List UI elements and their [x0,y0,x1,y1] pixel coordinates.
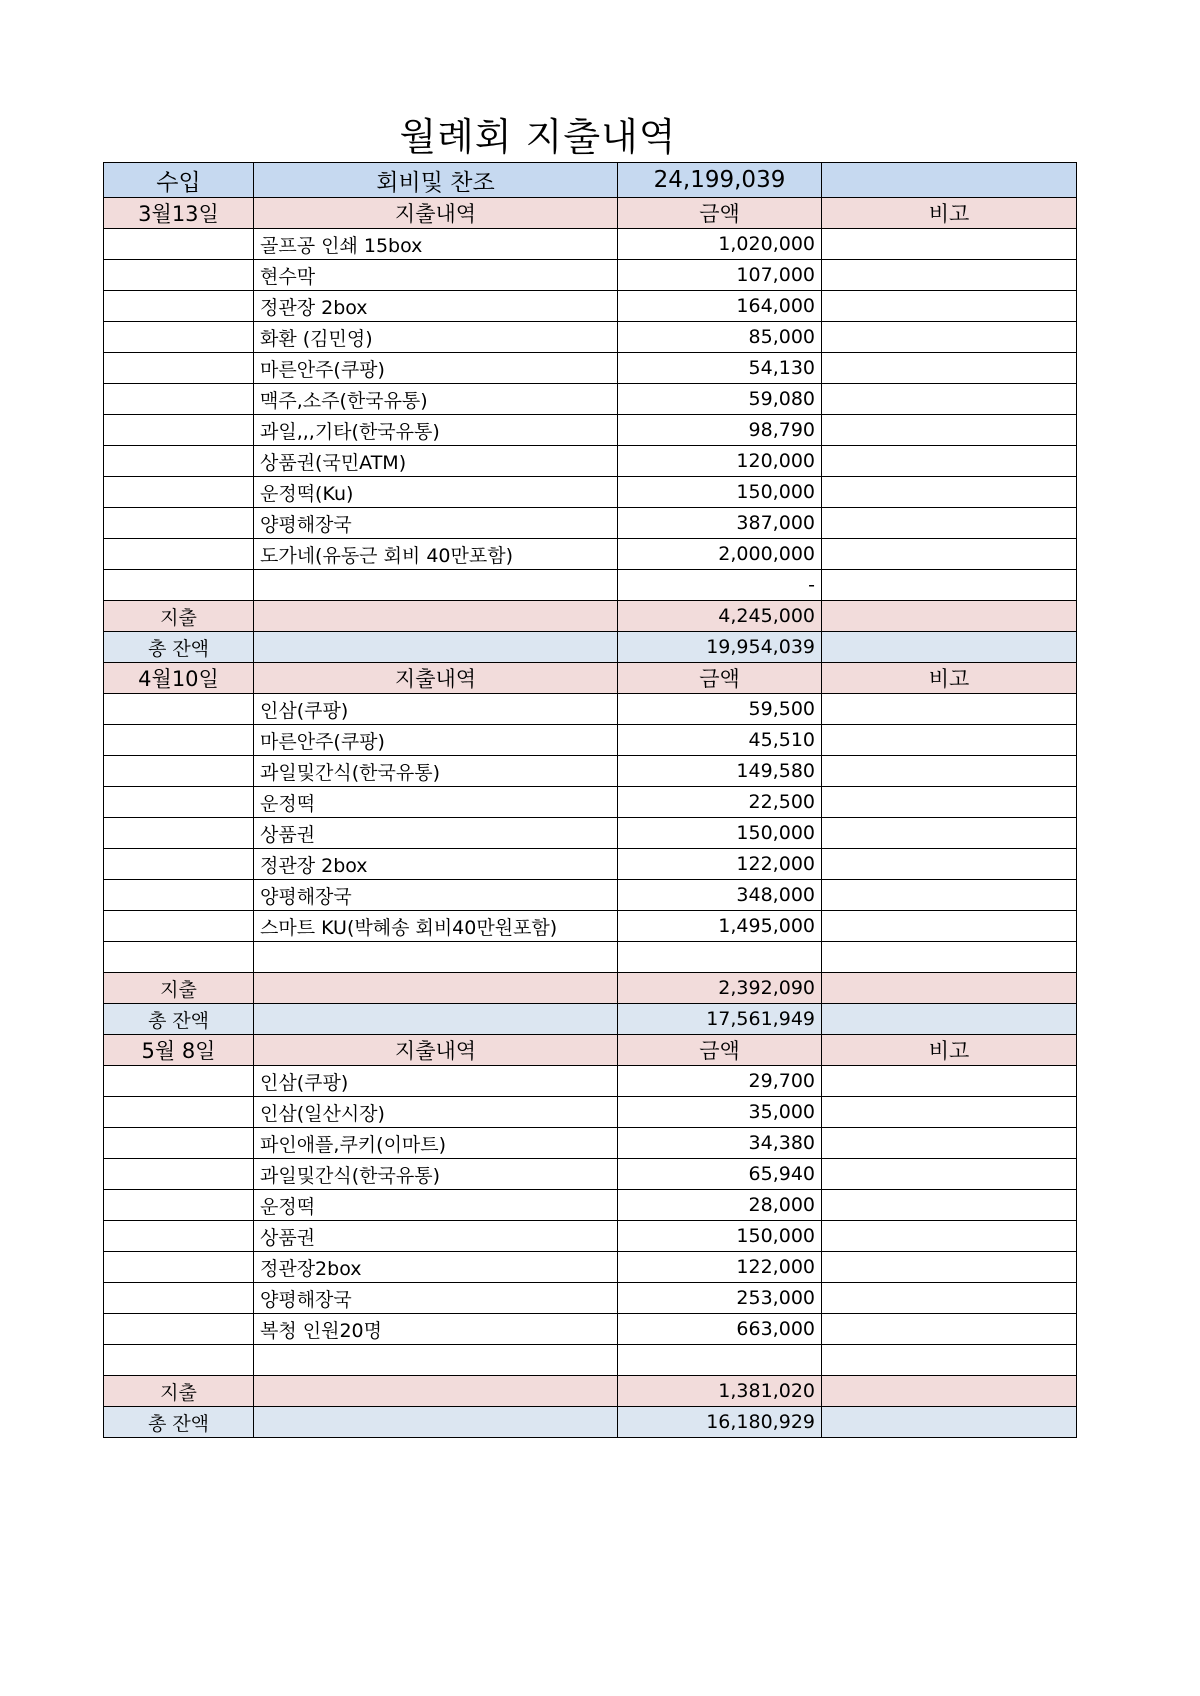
balance-row [104,1407,1077,1438]
item-amount: 122,000 [618,1252,822,1283]
item-amount: 98,790 [618,415,822,446]
document-title: 월례회 지출내역 [399,115,677,159]
expense-total-note [822,601,1077,632]
item-amount: 348,000 [618,880,822,911]
date-cell [104,1190,254,1221]
item-note [822,818,1077,849]
item-note [822,291,1077,322]
item-amount: 107,000 [618,260,822,291]
table-row [104,1097,1077,1128]
table-row [104,1128,1077,1159]
item-description: 과일,,,기타(한국유통) [254,415,618,446]
item-amount: 29,700 [618,1066,822,1097]
table-row [104,1221,1077,1252]
item-note [822,477,1077,508]
table-row [104,446,1077,477]
table-row [104,1345,1077,1376]
item-note [822,229,1077,260]
expense-total-amount: 1,381,020 [618,1376,822,1407]
item-note [822,849,1077,880]
column-header-amount: 금액 [618,663,822,694]
item-amount: 122,000 [618,849,822,880]
item-amount: 34,380 [618,1128,822,1159]
expense-total-label: 지출 [104,973,254,1004]
balance-note [822,1004,1077,1035]
table-row [104,229,1077,260]
expense-table-body [104,163,1077,1438]
item-amount: - [618,570,822,601]
section-date: 3월13일 [104,198,254,229]
date-cell [104,818,254,849]
date-cell [104,1097,254,1128]
item-note [822,1066,1077,1097]
expense-total-blank [254,973,618,1004]
item-description: 정관장2box [254,1252,618,1283]
item-note [822,787,1077,818]
balance-row [104,632,1077,663]
table-row [104,477,1077,508]
item-note [822,539,1077,570]
item-amount: 59,080 [618,384,822,415]
item-note [822,384,1077,415]
section-date: 5월 8일 [104,1035,254,1066]
item-description: 상품권(국민ATM) [254,446,618,477]
date-cell [104,291,254,322]
expense-table [103,162,1077,1438]
table-row [104,508,1077,539]
item-description: 파인애플,쿠키(이마트) [254,1128,618,1159]
item-amount: 54,130 [618,353,822,384]
balance-amount: 19,954,039 [618,632,822,663]
expense-total-blank [254,601,618,632]
balance-amount: 16,180,929 [618,1407,822,1438]
income-amount: 24,199,039 [618,163,822,198]
balance-blank [254,1004,618,1035]
item-note [822,322,1077,353]
table-row [104,787,1077,818]
item-description [254,942,618,973]
date-cell [104,725,254,756]
item-description: 정관장 2box [254,291,618,322]
item-amount: 1,020,000 [618,229,822,260]
expense-total-amount: 2,392,090 [618,973,822,1004]
income-description: 회비및 찬조 [254,163,618,198]
date-cell [104,322,254,353]
date-cell [104,880,254,911]
expense-total-label: 지출 [104,1376,254,1407]
item-description: 정관장 2box [254,849,618,880]
item-description: 마른안주(쿠팡) [254,725,618,756]
expense-total-note [822,1376,1077,1407]
date-cell [104,1345,254,1376]
date-cell [104,1314,254,1345]
date-cell [104,756,254,787]
item-note [822,1128,1077,1159]
column-header-description: 지출내역 [254,198,618,229]
item-note [822,911,1077,942]
item-note [822,942,1077,973]
table-row [104,570,1077,601]
date-cell [104,446,254,477]
date-cell [104,260,254,291]
column-header-amount: 금액 [618,198,822,229]
item-amount [618,1345,822,1376]
item-note [822,1190,1077,1221]
date-cell [104,787,254,818]
item-description: 인삼(쿠팡) [254,694,618,725]
expense-total-row [104,1376,1077,1407]
item-amount: 663,000 [618,1314,822,1345]
income-label: 수입 [104,163,254,198]
table-row [104,725,1077,756]
expense-total-row [104,973,1077,1004]
expense-total-amount: 4,245,000 [618,601,822,632]
table-row [104,415,1077,446]
item-amount: 35,000 [618,1097,822,1128]
item-note [822,508,1077,539]
item-amount: 150,000 [618,818,822,849]
item-amount: 120,000 [618,446,822,477]
date-cell [104,849,254,880]
item-description: 양평해장국 [254,1283,618,1314]
item-description: 과일및간식(한국유통) [254,1159,618,1190]
item-amount: 164,000 [618,291,822,322]
balance-amount: 17,561,949 [618,1004,822,1035]
item-note [822,1252,1077,1283]
item-description: 골프공 인쇄 15box [254,229,618,260]
section-header-row [104,1035,1077,1066]
item-amount: 85,000 [618,322,822,353]
table-row [104,291,1077,322]
table-row [104,942,1077,973]
balance-blank [254,1407,618,1438]
table-row [104,384,1077,415]
table-row [104,1159,1077,1190]
item-description: 운정떡 [254,1190,618,1221]
column-header-note: 비고 [822,1035,1077,1066]
date-cell [104,384,254,415]
date-cell [104,508,254,539]
date-cell [104,415,254,446]
table-row [104,1066,1077,1097]
date-cell [104,229,254,260]
item-amount: 150,000 [618,1221,822,1252]
item-note [822,1159,1077,1190]
date-cell [104,1128,254,1159]
item-description: 과일및간식(한국유통) [254,756,618,787]
table-row [104,911,1077,942]
item-description: 도가네(유동근 회비 40만포함) [254,539,618,570]
balance-label: 총 잔액 [104,632,254,663]
item-note [822,880,1077,911]
item-note [822,694,1077,725]
item-description: 상품권 [254,1221,618,1252]
column-header-note: 비고 [822,663,1077,694]
table-row [104,322,1077,353]
item-description: 양평해장국 [254,880,618,911]
item-note [822,570,1077,601]
balance-label: 총 잔액 [104,1407,254,1438]
item-description: 인삼(일산시장) [254,1097,618,1128]
item-amount: 150,000 [618,477,822,508]
income-row [104,163,1077,198]
balance-note [822,632,1077,663]
item-description [254,1345,618,1376]
item-amount: 253,000 [618,1283,822,1314]
section-header-row [104,663,1077,694]
item-amount: 387,000 [618,508,822,539]
date-cell [104,570,254,601]
expense-total-row [104,601,1077,632]
item-amount: 59,500 [618,694,822,725]
item-description: 화환 (김민영) [254,322,618,353]
date-cell [104,539,254,570]
item-note [822,725,1077,756]
table-row [104,756,1077,787]
item-note [822,446,1077,477]
item-description: 상품권 [254,818,618,849]
item-description: 운정떡(Ku) [254,477,618,508]
expense-total-note [822,973,1077,1004]
item-description: 복청 인원20명 [254,1314,618,1345]
item-note [822,1221,1077,1252]
item-amount: 65,940 [618,1159,822,1190]
balance-row [104,1004,1077,1035]
date-cell [104,1159,254,1190]
date-cell [104,1221,254,1252]
date-cell [104,1066,254,1097]
table-row [104,880,1077,911]
item-note [822,1345,1077,1376]
item-description: 인삼(쿠팡) [254,1066,618,1097]
column-header-description: 지출내역 [254,663,618,694]
date-cell [104,1283,254,1314]
table-row [104,818,1077,849]
date-cell [104,911,254,942]
table-row [104,1283,1077,1314]
expense-total-label: 지출 [104,601,254,632]
item-amount: 45,510 [618,725,822,756]
section-header-row [104,198,1077,229]
item-description: 운정떡 [254,787,618,818]
date-cell [104,942,254,973]
item-description: 현수막 [254,260,618,291]
item-description: 양평해장국 [254,508,618,539]
income-note [822,163,1077,198]
column-header-note: 비고 [822,198,1077,229]
item-description: 마른안주(쿠팡) [254,353,618,384]
item-note [822,415,1077,446]
expense-total-blank [254,1376,618,1407]
table-row [104,1190,1077,1221]
item-note [822,1283,1077,1314]
table-row [104,1252,1077,1283]
balance-label: 총 잔액 [104,1004,254,1035]
item-amount: 149,580 [618,756,822,787]
item-note [822,260,1077,291]
column-header-amount: 금액 [618,1035,822,1066]
item-note [822,756,1077,787]
item-amount [618,942,822,973]
item-note [822,353,1077,384]
balance-blank [254,632,618,663]
item-amount: 28,000 [618,1190,822,1221]
table-row [104,849,1077,880]
date-cell [104,694,254,725]
section-date: 4월10일 [104,663,254,694]
item-note [822,1097,1077,1128]
date-cell [104,477,254,508]
table-row [104,353,1077,384]
date-cell [104,353,254,384]
item-amount: 22,500 [618,787,822,818]
table-row [104,260,1077,291]
table-row [104,1314,1077,1345]
balance-note [822,1407,1077,1438]
column-header-description: 지출내역 [254,1035,618,1066]
table-row [104,539,1077,570]
item-note [822,1314,1077,1345]
item-amount: 1,495,000 [618,911,822,942]
item-description [254,570,618,601]
date-cell [104,1252,254,1283]
item-description: 스마트 KU(박혜송 회비40만원포함) [254,911,618,942]
item-amount: 2,000,000 [618,539,822,570]
table-row [104,694,1077,725]
item-description: 맥주,소주(한국유통) [254,384,618,415]
